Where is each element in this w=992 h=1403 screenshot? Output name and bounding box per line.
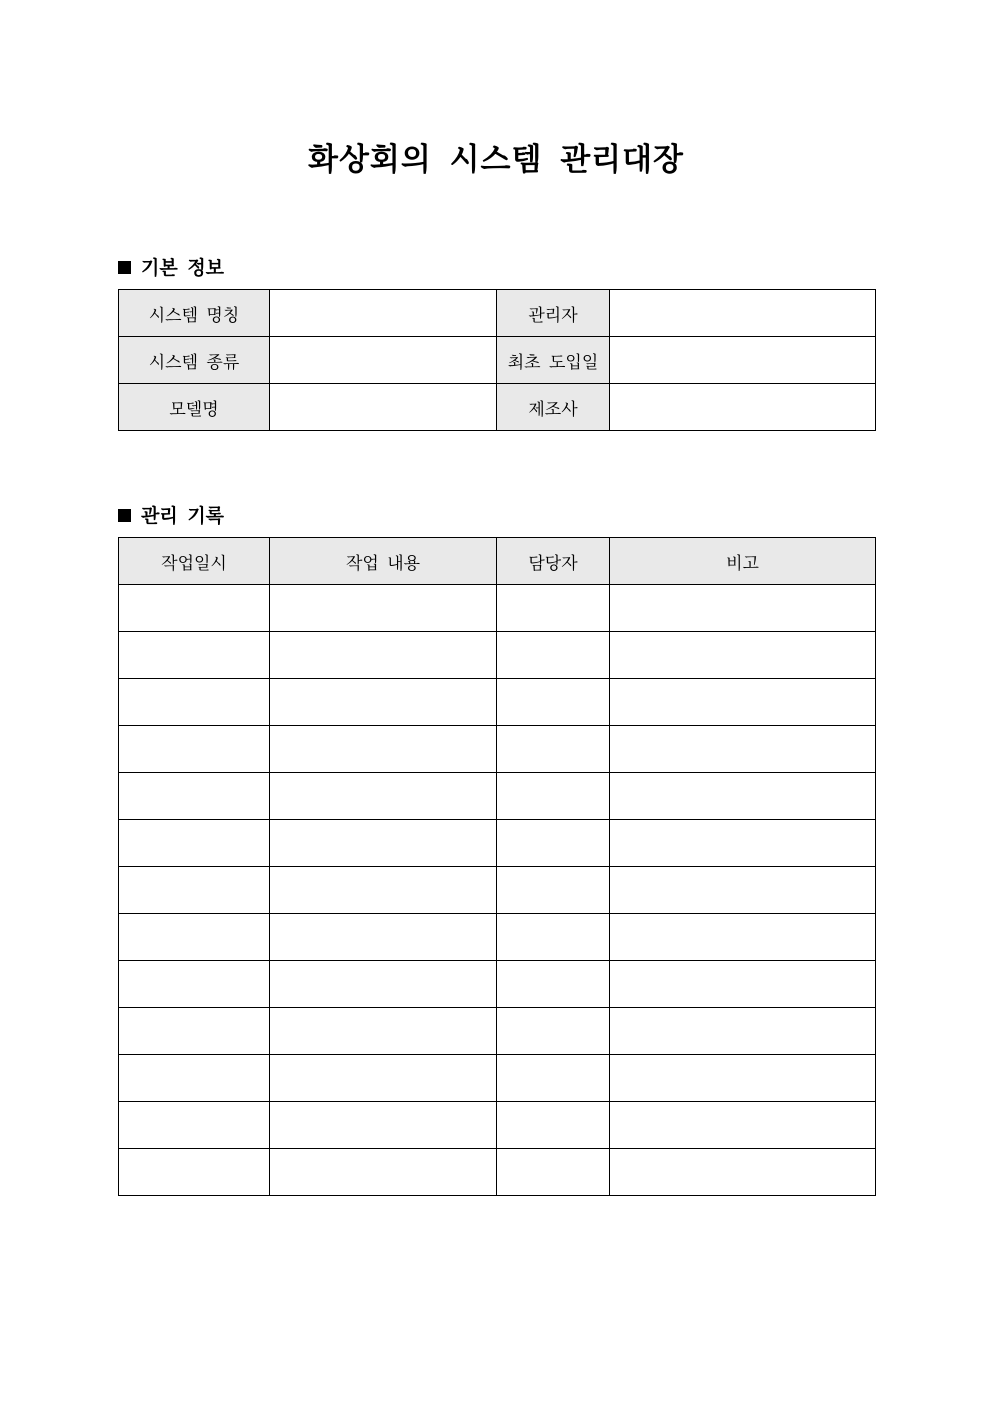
first-install-date-value[interactable] [610,337,876,384]
record-datetime-cell[interactable] [119,679,270,726]
record-person-cell[interactable] [497,1055,610,1102]
record-work-content-cell[interactable] [270,773,497,820]
record-work-content-cell[interactable] [270,867,497,914]
column-header-person-in-charge: 담당자 [497,538,610,585]
record-remarks-cell[interactable] [610,820,876,867]
record-person-cell[interactable] [497,679,610,726]
records-table [118,537,876,1196]
table-row [119,1055,876,1102]
basic-info-row [119,337,876,384]
basic-info-row [119,384,876,431]
basic-info-heading-text: 기본 정보 [141,257,225,279]
model-name-label: 모델명 [119,384,270,431]
record-remarks-cell[interactable] [610,867,876,914]
record-person-cell[interactable] [497,726,610,773]
record-datetime-cell[interactable] [119,726,270,773]
record-work-content-cell[interactable] [270,726,497,773]
record-remarks-cell[interactable] [610,914,876,961]
record-work-content-cell[interactable] [270,1055,497,1102]
record-datetime-cell[interactable] [119,585,270,632]
record-work-content-cell[interactable] [270,585,497,632]
record-datetime-cell[interactable] [119,914,270,961]
square-bullet-icon [118,261,131,274]
system-type-label: 시스템 종류 [119,337,270,384]
record-work-content-cell[interactable] [270,632,497,679]
records-heading-text: 관리 기록 [141,505,225,527]
basic-info-table [118,289,876,431]
record-person-cell[interactable] [497,1102,610,1149]
table-row [119,632,876,679]
table-row [119,914,876,961]
record-remarks-cell[interactable] [610,961,876,1008]
record-datetime-cell[interactable] [119,1149,270,1196]
table-row [119,726,876,773]
table-row [119,867,876,914]
table-row [119,1008,876,1055]
record-remarks-cell[interactable] [610,679,876,726]
table-row [119,820,876,867]
record-work-content-cell[interactable] [270,820,497,867]
system-name-value[interactable] [270,290,497,337]
column-header-datetime: 작업일시 [119,538,270,585]
square-bullet-icon [118,509,131,522]
record-remarks-cell[interactable] [610,773,876,820]
system-name-label: 시스템 명칭 [119,290,270,337]
record-datetime-cell[interactable] [119,820,270,867]
record-datetime-cell[interactable] [119,1055,270,1102]
record-remarks-cell[interactable] [610,632,876,679]
record-person-cell[interactable] [497,1149,610,1196]
record-remarks-cell[interactable] [610,726,876,773]
record-work-content-cell[interactable] [270,679,497,726]
manufacturer-label: 제조사 [497,384,610,431]
record-datetime-cell[interactable] [119,867,270,914]
table-row [119,773,876,820]
record-datetime-cell[interactable] [119,1102,270,1149]
record-remarks-cell[interactable] [610,585,876,632]
document-title: 화상회의 시스템 관리대장 [308,142,684,178]
system-type-value[interactable] [270,337,497,384]
basic-info-heading [118,253,224,280]
first-install-date-label: 최초 도입일 [497,337,610,384]
record-person-cell[interactable] [497,585,610,632]
manager-value[interactable] [610,290,876,337]
record-person-cell[interactable] [497,1008,610,1055]
record-person-cell[interactable] [497,632,610,679]
column-header-remarks: 비고 [610,538,876,585]
record-work-content-cell[interactable] [270,914,497,961]
table-row [119,585,876,632]
record-person-cell[interactable] [497,961,610,1008]
basic-info-row [119,290,876,337]
column-header-work-content: 작업 내용 [270,538,497,585]
manufacturer-value[interactable] [610,384,876,431]
table-row [119,961,876,1008]
records-body [119,585,876,1196]
record-datetime-cell[interactable] [119,1008,270,1055]
record-remarks-cell[interactable] [610,1102,876,1149]
table-row [119,1102,876,1149]
record-remarks-cell[interactable] [610,1008,876,1055]
record-datetime-cell[interactable] [119,773,270,820]
record-remarks-cell[interactable] [610,1055,876,1102]
record-datetime-cell[interactable] [119,961,270,1008]
record-person-cell[interactable] [497,867,610,914]
table-row [119,1149,876,1196]
records-heading [118,501,224,528]
record-work-content-cell[interactable] [270,1102,497,1149]
record-work-content-cell[interactable] [270,1149,497,1196]
record-work-content-cell[interactable] [270,1008,497,1055]
record-person-cell[interactable] [497,773,610,820]
record-datetime-cell[interactable] [119,632,270,679]
model-name-value[interactable] [270,384,497,431]
records-header-row [119,538,876,585]
record-work-content-cell[interactable] [270,961,497,1008]
manager-label: 관리자 [497,290,610,337]
record-person-cell[interactable] [497,914,610,961]
table-row [119,679,876,726]
record-person-cell[interactable] [497,820,610,867]
record-remarks-cell[interactable] [610,1149,876,1196]
